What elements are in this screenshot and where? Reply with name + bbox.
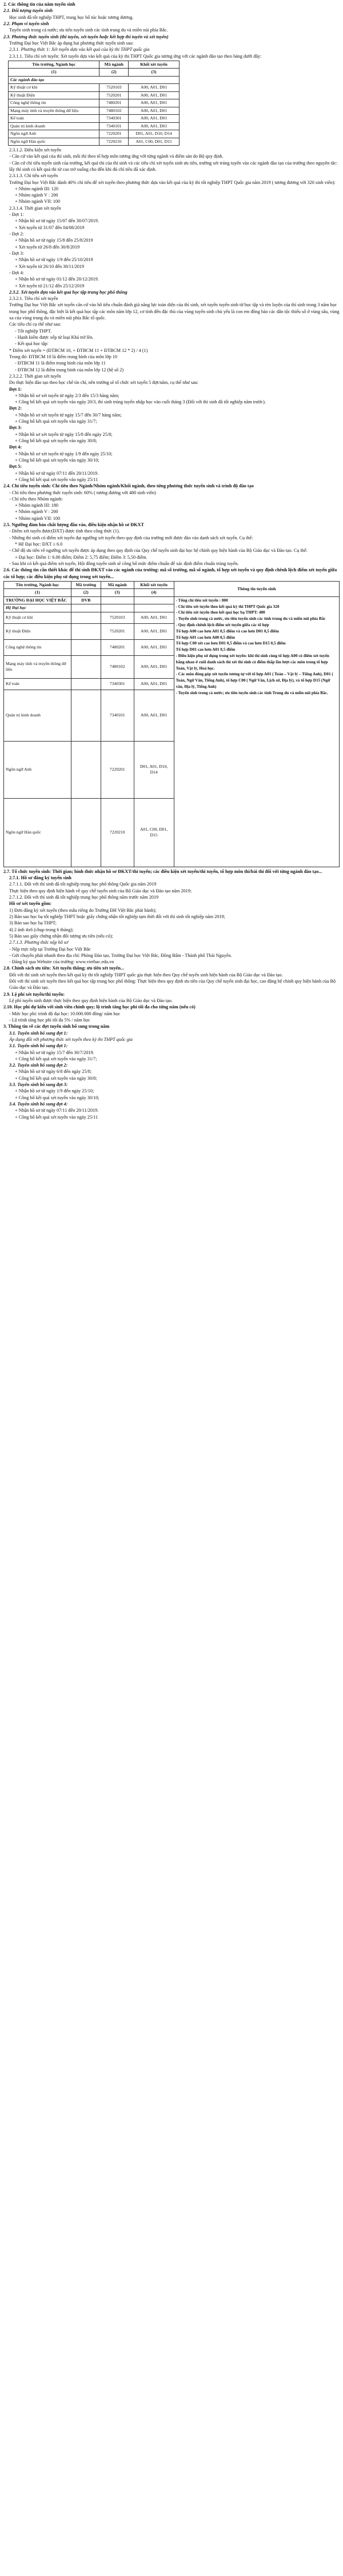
round-line: + Nhận hồ sơ từ ngày 15/7 đến 30/7/2019. — [15, 1049, 94, 1055]
major-blocks: A00, A01, D01 — [134, 612, 174, 623]
major-name: Kỹ thuật Điện — [9, 91, 99, 99]
info-line: Tổ hợp A00 cao hơn A01 0,5 điểm và cao hơn D01 0,5 điểm — [176, 628, 279, 634]
major-code: 7480102 — [99, 107, 129, 114]
round-line: + Công bố kết quả xét tuyển vào ngày 31/7; — [15, 419, 97, 424]
round-line: + Nhận hồ sơ xét tuyển từ ngày 15/8 đến ngày 25/8; — [15, 431, 113, 437]
text-line: - Sau khi có kết quả điểm xét tuyển, Hội đồng tuyển sinh sẽ công bố mức điểm chuẩn để xác định điểm chuẩn trúng tuyển. — [9, 560, 239, 566]
text-line: - Gửi chuyển phát nhanh theo địa chỉ: Phòng Đào tạo, Trường Đại học Việt Bắc, Đồng Bẩm - Thành phố Thái Nguyên. — [9, 952, 232, 958]
round-line: + Công bố kết quả xét tuyển vào ngày 25/11 — [15, 1114, 98, 1120]
section-2-10-lines — [3, 1011, 340, 1024]
section-2-5-lines — [3, 528, 340, 567]
major-code: 7480102 — [101, 655, 134, 678]
major-name: Kỹ thuật cơ khí — [9, 84, 99, 91]
text-line: 2.7.1.1. Đối với thí sinh đã tốt nghiệp trung học phổ thông Quốc gia năm 2019 — [9, 882, 157, 887]
major-name: Quản trị kinh doanh — [9, 122, 99, 130]
table-header: Khối xét tuyển — [134, 581, 174, 588]
table-row — [9, 115, 180, 122]
major-name: Công nghệ thông tin — [9, 99, 99, 107]
info-line: - Tổng chỉ tiêu xét tuyển : 800 — [176, 598, 228, 603]
text-line: + Nhận hồ sơ từ ngày 1/9 đến 25/10/2019 — [15, 257, 93, 263]
text-line: + Nhóm ngành III: 180 — [15, 503, 59, 508]
table-subheader: (2) — [99, 69, 129, 76]
info-line: - Chỉ tiêu xét tuyển theo kết quả học bạ THPT: 480 — [176, 610, 265, 615]
text-line: - Tốt nghiệp THPT. — [15, 328, 52, 334]
text-line: Đối với thí sinh xét tuyển theo kết quả kỳ thi tốt nghiệp THPT quốc gia thực hiện theo Quy chế tuyển sinh hiện hành của Bộ Giáo dục và Đào tạo. — [9, 972, 283, 977]
major-blocks: A00, A01, D01 — [129, 84, 180, 91]
text-line: - Đăng ký qua Website của trường: www.vietbac.edu.vn — [9, 959, 114, 965]
text-line: - Đợt 4: — [9, 270, 24, 275]
info-line: Tổ hợp C00 xét cao hơn D01 0,5 điểm và cao hơn D15 0,5 điểm — [176, 641, 286, 646]
text-line: - Kết quả học tập: — [15, 341, 49, 347]
info-line: - Tuyển sinh trong cả nước, ưu tiên tuyển sinh các tỉnh trung du và miền núi phía Bắc — [176, 616, 326, 622]
text-line: + Nhóm ngành III: 120 — [15, 186, 59, 191]
table-header: Mã trường — [71, 581, 101, 588]
text-line: + Nhóm ngành VII: 100 — [15, 199, 61, 205]
text-line: 4) 2 ảnh 4x6 (chụp trong 6 tháng); — [9, 927, 74, 932]
admission-info-table — [3, 581, 340, 867]
text-line: - Đợt 3: — [9, 250, 24, 256]
section-2-1-text: Học sinh đã tốt nghiệp THPT, trung học bổ túc hoặc tương đương. — [9, 14, 134, 20]
major-name: Ngôn ngữ Hàn quốc — [9, 138, 99, 145]
round-line: + Công bố kết quả xét tuyển vào ngày 20/3, thí sinh trúng tuyển nhập học vào cuối tháng 3 (Đối với thí sinh đã tốt nghiệp năm trước). — [15, 399, 266, 405]
round-line: + Nhận hồ sơ từ ngày 1/9 đến ngày 25/10; — [15, 1088, 94, 1094]
text-line: Do thực hiện đào tạo theo học chế tín chỉ, nên trường sẽ tổ chức xét tuyển 5 đợt/năm, cụ thể như sau: — [9, 380, 199, 386]
text-line: - Hạnh kiểm được xếp từ loại Khá trở lên. — [15, 335, 94, 340]
method-2-title: 2.3.2. Xét tuyển dựa vào kết quả học tập trung học phổ thông — [9, 289, 127, 295]
section-2-4-lines — [3, 490, 340, 522]
text-line: - Những thí sinh có điểm xét tuyển đạt ngưỡng xét tuyển theo quy định của trường mới được đào vào danh sách xét tuyển. Cụ thể: — [9, 535, 253, 540]
section-2-9-text: Lệ phí tuyển sinh được thực hiện theo quy định hiện hành của Bộ Giáo dục và Đào tạo. — [9, 998, 173, 1004]
text-line: + Nhóm ngành V : 200 — [15, 509, 58, 515]
table-subheader: (1) — [9, 69, 99, 76]
round-title: Đợt 5: — [9, 464, 22, 470]
major-name: Kỹ thuật Điện — [4, 623, 71, 639]
method-2-rounds — [3, 386, 340, 483]
method-2-details — [3, 295, 340, 386]
table-header: Thông tin tuyển sinh — [174, 581, 339, 596]
table-section-label: Các ngành đào tạo — [9, 76, 180, 83]
table-header: Tên trường, Ngành học — [4, 581, 71, 588]
round-line: + Nhận hồ sơ xét tuyển từ ngày 2/3 đến 15/3 hàng năm; — [15, 392, 119, 398]
text-line: 2.3.2.1. Tiêu chí xét tuyển — [9, 296, 58, 302]
text-line: - Chỉ tiêu theo Nhóm ngành: — [9, 496, 63, 502]
major-code: 7340301 — [99, 115, 129, 122]
table-subheader: (1) — [4, 589, 71, 596]
text-line: Đối với thí sinh xét tuyển theo kết quả học tập trung học phổ thông: Thực hiện theo quy định ưu tiên của Quy chế tuyển sinh đại học, cao đẳng hệ chính quy hiện hành của Bộ Giáo dục và Đào tạo. — [9, 979, 336, 991]
section-3-1-note: Áp dụng đối với phương thức xét tuyển theo kỳ thi THPT quốc gia — [9, 1036, 133, 1042]
text-line: - Căn cứ vào kết quả của thí sinh, mỗi thí theo tổ hợp môn tương ứng với từng ngành và điểm sàn do Bộ quy định. — [9, 154, 224, 159]
major-blocks: A00, A01, D01 — [129, 99, 180, 107]
section-2-4-title: 2.4. Chỉ tiêu tuyển sinh: Chỉ tiêu theo Ngành/Nhóm ngành/Khối ngành, theo từng phương thức tuyển sinh và trình độ đào tạo — [3, 483, 254, 489]
document-page — [0, 0, 343, 1123]
table-row — [9, 138, 180, 145]
round-line: + Nhận hồ sơ từ ngày 6/8 đến ngày 25/8; — [15, 1069, 92, 1075]
round-line: + Nhận hồ sơ xét tuyển từ ngày 15/7 đến 30/7 hàng năm; — [15, 412, 122, 418]
section-2-7-lines — [3, 875, 340, 965]
method-1-details — [3, 147, 340, 289]
text-line: - Nộp trực tiếp tại Trường Đại học Việt Bắc — [9, 946, 91, 952]
round-title: Đợt 2: — [9, 406, 22, 411]
text-line: + Nhận hồ sơ từ ngày 01/12 đến 20/12/2019. — [15, 277, 99, 282]
round-line: + Công bố kết quả xét tuyển vào ngày 31/7; — [15, 1056, 97, 1061]
section-3-2-title: 3.2. Tuyển sinh bổ sung đợt 2: — [9, 1063, 68, 1068]
major-blocks: A00, A01, D01 — [134, 655, 174, 678]
table-row — [9, 99, 180, 107]
text-line: - Chế độ ưu tiên về ngưỡng xét tuyển được áp dụng theo quy định của Quy chế tuyển sinh đại học hệ chính quy hiện hành của Bộ Giáo dục và Đào tạo. Cụ thể: — [9, 548, 308, 554]
major-code: 7520103 — [99, 84, 129, 91]
info-line: - Chỉ tiêu xét tuyển theo kết quả kỳ thi THPT Quốc gia 320 — [176, 604, 280, 609]
section-3-1-1-title: 3.1. Tuyển sinh bổ sung đợt 1: — [9, 1043, 68, 1049]
table-row — [9, 91, 180, 99]
section-2-5-title: 2.5. Ngưỡng đảm bảo chất lượng đầu vào, điều kiện nhận hồ sơ ĐKXT — [3, 522, 144, 528]
info-line: - Quy định chênh lệch điểm xét tuyển giữa các tổ hợp — [176, 623, 269, 628]
section-2-6-title: 2.6. Các thông tin cần thiết khác để thí sinh ĐKXT vào các ngành của trường: mã số trường, mã số ngành, tổ hợp xét tuyển và quy định chênh lệch điểm xét tuyển giữa các tổ hợp; các điều kiện phụ sử dụng trong xét tuyển... — [3, 567, 337, 579]
text-line: - Lộ trình tăng học phí tối đa 5% / năm học — [9, 1017, 90, 1023]
major-blocks: D01, A01, D10, D14 — [134, 741, 174, 798]
section-2-title: 2. Các thông tin của năm tuyển sinh — [3, 2, 75, 7]
section-3-4-title: 3.4. Tuyển sinh bổ sung đợt 4: — [9, 1101, 68, 1107]
text-line: - Điểm xét tuyển được(ĐXT) được tính theo công thức (1). — [9, 528, 120, 534]
table-header: Tên trường, Ngành học — [9, 61, 99, 68]
round-title: Đợt 4: — [9, 444, 22, 450]
round-line: + Công bố kết quả xét tuyển vào ngày 25/11 — [15, 476, 98, 482]
section-3-title: 3. Thông tin về các đợt tuyển sinh bổ sung trong năm — [3, 1024, 110, 1029]
major-name: Kế toán — [4, 678, 71, 690]
text-line: Thực hiện theo quy định hiện hành về quy chế tuyển sinh của Bộ Giáo dục và Đào tạo năm 2019; — [9, 888, 192, 894]
text-line: + Xét tuyển từ 26/8 đến 30/8/2019 — [15, 244, 80, 250]
text-line: 2.7.1.3. Phương thức nộp hồ sơ — [9, 940, 69, 946]
text-line: 2.7.1. Hồ sơ đăng ký tuyển sinh — [9, 875, 71, 881]
section-2-9-title: 2.9. Lệ phí xét tuyển/thi tuyển: — [3, 991, 65, 997]
major-code: 7220201 — [101, 741, 134, 798]
major-name: Mạng máy tính và truyền thông dữ liệu — [9, 107, 99, 114]
text-line: Hồ sơ xét tuyển gồm: — [9, 901, 52, 907]
major-code: 7480201 — [101, 639, 134, 655]
info-line: Tổ hợp A01 cao hơn A00 0,5 điểm — [176, 635, 235, 640]
round-line: + Công bố kết quả xét tuyển vào ngày 30/10; — [15, 457, 99, 463]
method-1-title: 2.3.1. Phương thức 1: Xét tuyển dựa vào kết quả của kỳ thi THPT quốc gia — [9, 47, 150, 53]
round-line: + Công bố kết quả xét tuyển vào ngày 30/10; — [15, 1095, 99, 1100]
section-2-3-text: Trường Đại học Việt Bắc áp dụng hai phương thức tuyển sinh sau: — [9, 40, 134, 46]
text-line: 2.3.2.2. Thời gian xét tuyển — [9, 373, 61, 379]
text-line: 2.3.1.3. Chỉ tiêu xét tuyển — [9, 173, 58, 179]
text-line: - Mức học phí: trình độ đại học: 10.000.000 đồng/ năm học — [9, 1011, 121, 1016]
text-line: Trường Đại học Việt Bắc xét tuyển căn cứ vào hồ tiêu chuẩn đánh giá năng lực toàn diện của thí sinh, xét tuyển tuyển sinh từ học tập và rèn luyện của thí sinh trong 3 năm học trung học phổ thông, đặc biệt là kết quả học tập các môn năm lớp 12, cơ tính đến đặc thù của vùng tuyển sinh chủ yếu là con em đồng bào các dân tộc thiểu số ở vùng sâu, vùng xa của vùng trung du và miền núi phía Bắc tổ quốc. — [9, 302, 340, 321]
major-code: 7340101 — [99, 122, 129, 130]
major-code: 7520201 — [101, 623, 134, 639]
text-line: Trường Đại học Việt Bắc dành 40% chỉ tiêu để xét tuyển theo phương thức dựa vào kết quả của kỳ thi tốt nghiệp THPT Quốc gia năm 2019 ( tương đương với 320 sinh viên): — [9, 179, 336, 185]
major-code: 7340301 — [101, 678, 134, 690]
round-line: + Công bố kết quả xét tuyển vào ngày 30/8; — [15, 1075, 97, 1081]
section-3-3-title: 3.3. Tuyển sinh bổ sung đợt 3: — [9, 1082, 68, 1088]
round-line: + Nhận hồ sơ xét tuyển từ ngày 1/9 đến ngày 25/10; — [15, 451, 113, 456]
university-code: DVB — [71, 596, 101, 604]
text-line: 2.3.1.4. Thời gian xét tuyển — [9, 205, 61, 211]
major-blocks: A00, A01, D01 — [134, 639, 174, 655]
text-line: + Xét tuyển từ 21/12 đến 25/12/2019 — [15, 283, 85, 289]
info-line: - Điều kiện phụ sử dụng trong xét tuyển: khi thí sinh cùng tổ hợp A00 có điểm xét tuyển bằng nhau ở cuối danh sách thì xét thí sinh có điểm thấp lần lượt các môn trong tổ hợp Toán, Vật lý, Hoá học. — [176, 654, 329, 671]
major-name: Kỹ thuật cơ khí — [4, 612, 71, 623]
text-line: + Xét tuyển từ 26/10 đến 30/11/2019 — [15, 263, 85, 269]
table-section-label: Hệ Đại học — [4, 604, 71, 612]
round-line: + Công bố kết quả xét tuyển vào ngày 30/8; — [15, 438, 97, 444]
text-line: - Đợt 2: — [9, 231, 24, 237]
section-2-10-title: 2.10. Học phí dự kiến với sinh viên chính quy; lộ trình tăng học phí tối đa cho từng năm (nếu có) — [3, 1004, 196, 1010]
section-2-2-text: Tuyển sinh trong cả nước; ưu tiên tuyển sinh các tỉnh trung du và miền núi phía Bắc. — [9, 27, 168, 33]
major-blocks: A00, A01, D01 — [134, 623, 174, 639]
text-line: + Nhận hồ sơ từ ngày 15/8 đến 25/8/2019 — [15, 238, 93, 243]
section-2-2-title: 2.2. Phạm vi tuyển sinh — [3, 21, 49, 26]
text-line: * Hệ Đại học: ĐXT ≥ 6.0 — [15, 542, 63, 547]
text-line: 5) Bản sao giấy chứng nhận đối tượng ưu tiên (nếu có); — [9, 933, 113, 939]
major-name: Mạng máy tính và truyền thông dữ liệu — [4, 655, 71, 678]
text-line: - ĐTBCM 11 là điểm trung bình của môn lớp 11 — [15, 360, 106, 366]
major-code: 7220210 — [101, 798, 134, 867]
major-code: 7340101 — [101, 690, 134, 741]
major-code: 7520103 — [101, 612, 134, 623]
section-2-8-lines — [3, 972, 340, 991]
text-line: 2) Bản sao học bạ tốt nghiệp THPT hoặc giấy chứng nhận tốt nghiệp tạm thời đối với thí sinh tốt nghiệp năm 2019; — [9, 914, 225, 919]
table-subheader: (2) — [71, 589, 101, 596]
round-title: Đợt 1: — [9, 386, 22, 392]
major-code: 7220210 — [99, 138, 129, 145]
section-2-8-title: 2.8. Chính sách ưu tiên: Xét tuyển thẳng; ưu tiên xét tuyển... — [3, 966, 124, 971]
university-name: TRƯỜNG ĐẠI HỌC VIỆT BẮC — [4, 596, 71, 604]
method-1-intro: 2.3.1.1. Tiêu chí xét tuyển: Xét tuyển dựa vào kết quả của kỳ thi THPT Quốc gia tương ứng với các ngành đào tạo theo bảng dưới đây: — [9, 53, 262, 59]
text-line: Trong đó: ĐTBCM 10 là điểm trung bình của môn lớp 10 — [9, 354, 117, 359]
table-header: Mã ngành — [101, 581, 134, 588]
major-code: 7220201 — [99, 130, 129, 138]
major-blocks: D01, A01, D10, D14 — [129, 130, 180, 138]
major-blocks: A01, C00, D01, D15 — [134, 798, 174, 867]
table-header: Mã ngành — [99, 61, 129, 68]
text-line: 2.7.1.2. Đối với thí sinh đã tốt nghiệp trung học phổ thông năm trước năm 2019 — [9, 895, 159, 900]
text-line: + Nhóm ngành V : 200 — [15, 193, 58, 198]
round-line: + Nhận hồ sơ từ ngày 07/11 đến 20/11/2019. — [15, 1108, 99, 1113]
table-row — [9, 107, 180, 114]
text-line: + Xét tuyển từ 31/07 đến 04/08/2019 — [15, 225, 85, 230]
table-header: Khối xét tuyển — [129, 61, 180, 68]
admission-info-cell — [174, 596, 339, 867]
text-line: 2.3.1.2. Điều kiện xét tuyển — [9, 147, 61, 153]
major-blocks: A00, A01, D01 — [129, 91, 180, 99]
table-row — [9, 122, 180, 130]
text-line: 1) Đơn đăng ký xét tuyển (theo mẫu riêng do Trường ĐH Việt Bắc phát hành); — [9, 907, 157, 913]
major-name: Ngôn ngữ Hàn quốc — [4, 798, 71, 867]
section-3-1-title: 3.1. Tuyển sinh bổ sung đợt 1: — [9, 1030, 68, 1036]
major-blocks: A00, A01, D01 — [134, 690, 174, 741]
major-code: 7520201 — [99, 91, 129, 99]
text-line: 3) Bản sao học bạ THPT; — [9, 920, 57, 926]
major-name: Quản trị kinh doanh — [4, 690, 71, 741]
text-line: - Căn cứ chỉ tiêu tuyển sinh của trường, kết quả thi của thí sinh và các tiêu chí xét tuyển sinh ưu tiên, trường xét trúng tuyển vào các ngành đào tạo của trường theo nguyên tắc: lấy thí sinh có kết quả thi từ cao trở xuống cho đến khi đủ chỉ tiêu đã xác định. — [9, 160, 338, 172]
table-subheader: (3) — [129, 69, 180, 76]
text-line: - ĐTBCM 12 là điểm trung bình của môn lớp 12 (hệ số 2) — [15, 367, 124, 372]
table-row — [9, 130, 180, 138]
info-line: - Tuyển sinh trong cả nước; ưu tiên tuyển sinh các tỉnh Trung du và miền núi phía Bắc. — [176, 690, 328, 695]
major-name: Kế toán — [9, 115, 99, 122]
major-blocks: A00, A01, D01 — [129, 115, 180, 122]
section-2-1-title: 2.1. Đối tượng tuyển sinh — [3, 8, 53, 14]
major-name: Ngôn ngữ Anh — [9, 130, 99, 138]
table-subheader: (4) — [134, 589, 174, 596]
major-blocks: A00, A01, D01 — [134, 678, 174, 690]
major-blocks: A01, C00, D01, D15 — [129, 138, 180, 145]
text-line: Các tiêu chí cụ thể như sau: — [9, 322, 61, 327]
text-line: - Chỉ tiêu theo phương thức tuyển sinh: 60% ( tương đương với 480 sinh viên) — [9, 490, 156, 495]
major-name: Ngôn ngữ Anh — [4, 741, 71, 798]
table-row — [9, 84, 180, 91]
section-2-7-title: 2.7. Tổ chức tuyển sinh: Thời gian; hình thức nhận hồ sơ ĐKXT/thi tuyển; các điều kiện xét tuyển/thi tuyển, tổ hợp môn thi/bài thi đối với từng ngành đào tạo... — [3, 868, 322, 874]
majors-table — [8, 61, 180, 146]
info-line: - Các môn đóng góp xét tuyển tương tự với tổ hợp A01 ( Toán – Vật lý – Tiếng Anh), D01 ( Toán, Ngữ Văn, Tiếng Anh), tổ hợp C00 ( Ngữ Văn, Lịch sử, Địa lý), và tổ hợp D15 (Ngữ văn, Địa lý, Tiếng Anh) — [176, 672, 333, 689]
text-line: + Nhận hồ sơ từ ngày 15/07 đến 30/07/2019. — [15, 218, 99, 224]
text-line: - Đợt 1: — [9, 212, 24, 218]
major-code: 7480201 — [99, 99, 129, 107]
section-2-3-title: 2.3. Phương thức tuyển sinh (thi tuyển, xét tuyển hoặc kết hợp thi tuyển và xét tuyển) — [3, 34, 169, 39]
text-line: * Điểm xét tuyển = (ĐTBCM 10, + ĐTBCM 11 + ĐTBCM 12 * 2) / 4 (1) — [9, 347, 148, 353]
round-line: + Nhận hồ sơ từ ngày 07/11 đến 20/11/2019. — [15, 470, 99, 476]
major-name: Công nghệ thông tin — [4, 639, 71, 655]
table-subheader: (3) — [101, 589, 134, 596]
major-blocks: A00, A01, D01 — [129, 107, 180, 114]
info-line: Tổ hợp D01 cao hơn A01 0,5 điểm — [176, 647, 236, 652]
text-line: + Nhóm ngành VII: 100 — [15, 515, 61, 521]
text-line: + Đại học: Điểm 1: 6.00 điểm; Điểm 2: 5,75 điểm; Điểm 3: 5,50 điểm. — [15, 554, 147, 560]
major-blocks: A00, A01, D01 — [129, 122, 180, 130]
round-title: Đợt 3: — [9, 425, 22, 431]
